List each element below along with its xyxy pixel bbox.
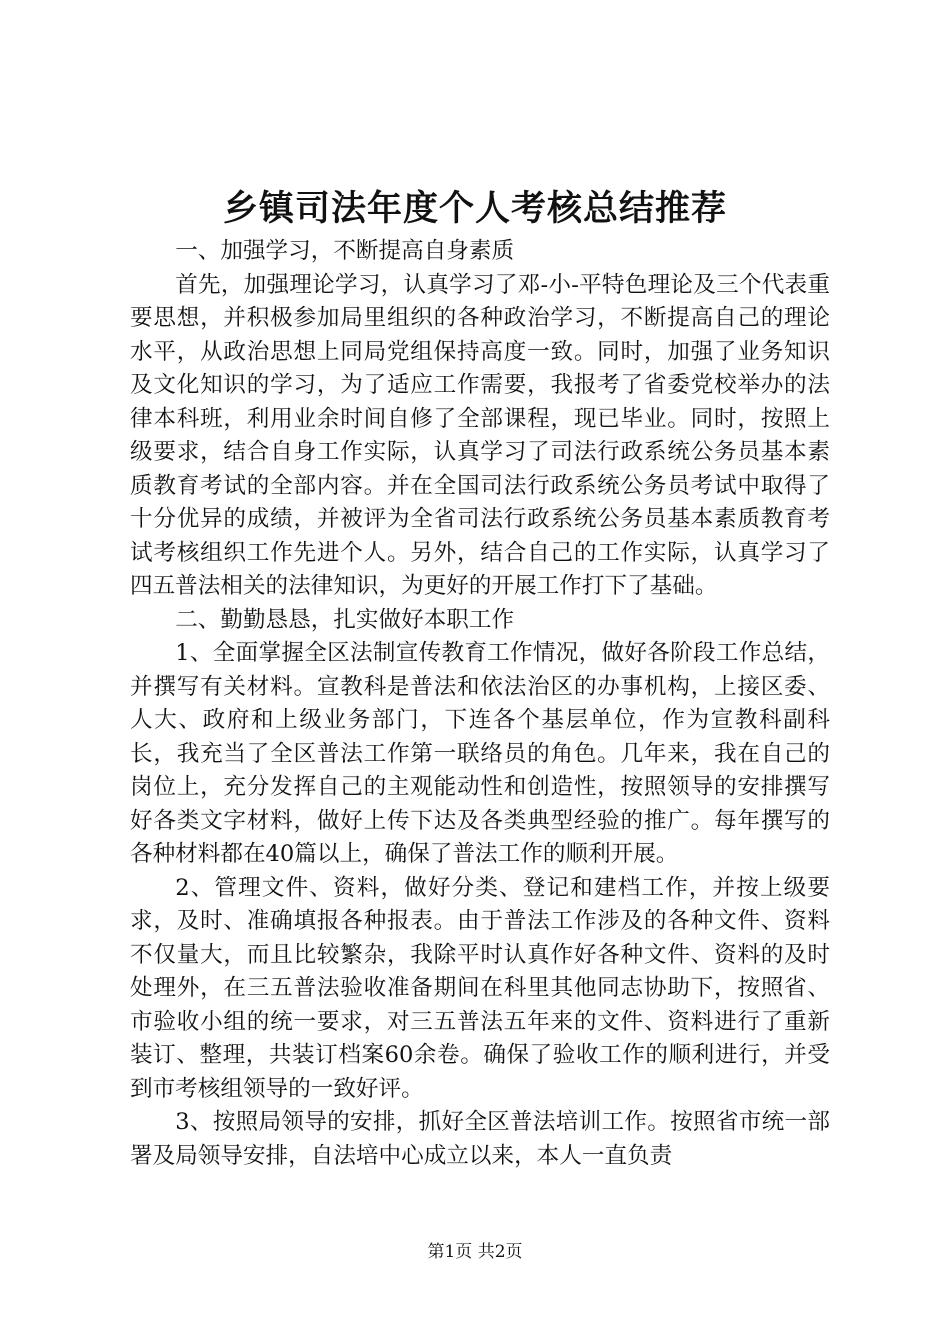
paragraph-study: 首先，加强理论学习，认真学习了邓-小-平特色理论及三个代表重要思想，并积极参加局里组织的各种政治学习，不断提高自己的理论水平，从政治思想上同局党组保持高度一致。同时，加强了业务知识及文化知识的学习，为了适应工作需要，我报考了省委党校举办的法律本科班，利用业余时间自修了全部课程，现已毕业。同时，按照上级要求，结合自身工作实际，认真学习了司法行政系统公务员基本素质教育考试的全部内容。并在全国司法行政系统公务员考试中取得了十分优异的成绩，并被评为全省司法行政系统公务员基本素质教育考试考核组织工作先进个人。另外，结合自己的工作实际，认真学习了四五普法相关的法律知识，为更好的开展工作打下了基础。 — [130, 271, 830, 599]
paragraph-item-3: 3、按照局领导的安排，抓好全区普法培训工作。按照省市统一部署及局领导安排，自法培中心成立以来，本人一直负责 — [130, 1109, 830, 1169]
section-heading-2: 二、勤勤恳恳，扎实做好本职工作 — [175, 606, 515, 633]
page-footer: 第1页 共2页 — [427, 1242, 523, 1262]
document-body — [130, 235, 830, 1173]
paragraph-item-1: 1、全面掌握全区法制宣传教育工作情况，做好各阶段工作总结，并撰写有关材料。宣教科是普法和依法治区的办事机构，上接区委、人大、政府和上级业务部门，下连各个基层单位，作为宣教科副科长，我充当了全区普法工作第一联络员的角色。几年来，我在自己的岗位上，充分发挥自己的主观能动性和创造性，按照领导的安排撰写好各类文字材料，做好上传下达及各类典型经验的推广。每年撰写的各种材料都在40篇以上，确保了普法工作的顺利开展。 — [130, 640, 830, 867]
section-heading-1: 一、加强学习，不断提高自身素质 — [175, 238, 515, 264]
paragraph-item-2: 2、管理文件、资料，做好分类、登记和建档工作，并按上级要求，及时、准确填报各种报表。由于普法工作涉及的各种文件、资料不仅量大，而且比较繁杂，我除平时认真作好各种文件、资料的及时处理外，在三五普法验收准备期间在科里其他同志协助下，按照省、市验收小组的统一要求，对三五普法五年来的文件、资料进行了重新装订、整理，共装订档案60余卷。确保了验收工作的顺利进行，并受到市考核组领导的一致好评。 — [130, 874, 830, 1102]
document-title: 乡镇司法年度个人考核总结推荐 — [222, 188, 727, 229]
